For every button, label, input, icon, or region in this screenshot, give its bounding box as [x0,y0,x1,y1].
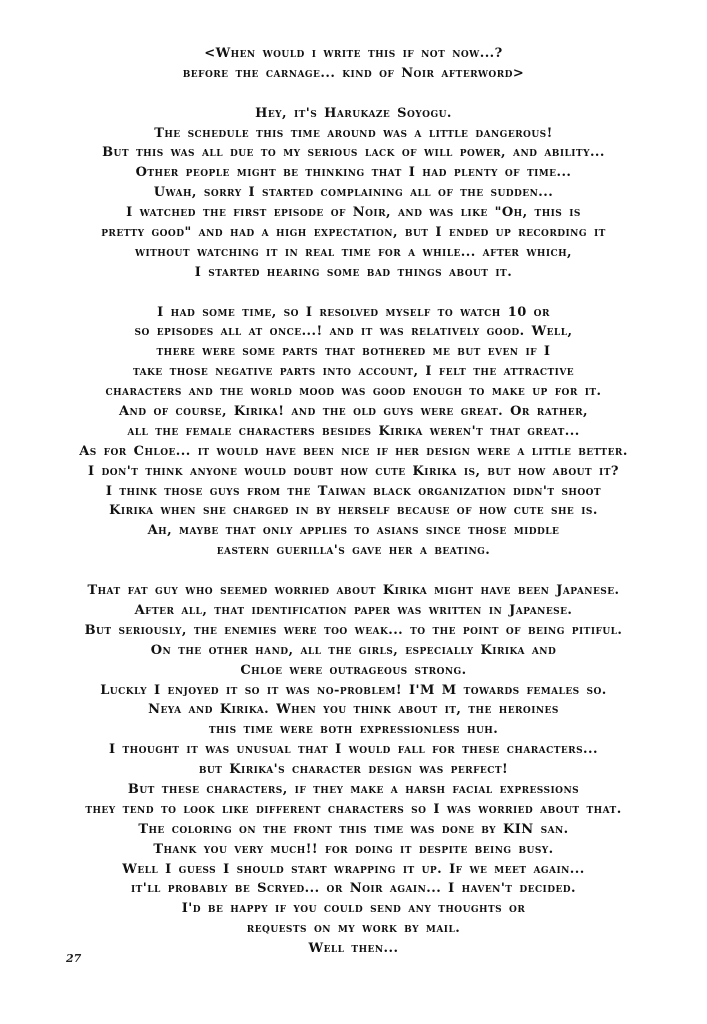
text-line: Kirika when she charged in by herself because of how cute she is. [109,503,598,519]
text-line: But these characters, if they make a harsh facial expressions [127,781,580,797]
text-line: And of course, Kirika! and the old guys were great. Or rather, [119,404,588,420]
text-line: Other people might be thinking that I had plenty of time... [135,165,572,181]
header-line: <When would i write this if not now...? [204,46,503,61]
text-line: After all, that identification paper was written in Japanese. [134,602,573,618]
paragraph-gap [20,84,687,104]
page-number: 27 [66,952,82,965]
text-line: eastern guerilla's gave her a beating. [216,543,491,559]
text-line: Ah, maybe that only applies to asians since those middle [147,523,560,539]
text-line: I don't think anyone would doubt how cute Kirika is, but how about it? [88,463,619,479]
text-line: take those negative parts into account, I felt the attractive [132,364,575,380]
text-line: so episodes all at once...! and it was relatively good. Well, [134,324,573,340]
text-line: Well then... [308,941,399,957]
text-line: I watched the first episode of Noir, and was like "Oh, this is [126,205,581,221]
text-line: characters and the world mood was good enough to make up for it. [105,384,602,400]
text-line: it'll probably be Scryed... or Noir again... I haven't decided. [130,881,577,897]
text-line: requests on my work by mail. [246,921,461,937]
text-line: The coloring on the front this time was done by KIN san. [138,821,569,837]
text-line: As for Chloe... it would have been nice if her design were a little better. [79,443,628,459]
text-line: Well I guess I should start wrapping it up. If we meet again... [122,861,585,877]
text-line: Neya and Kirika. When you think about it, the heroines [148,702,559,718]
paragraph-gap [20,561,687,581]
text-line: this time were both expressionless huh. [208,722,499,738]
text-line: The schedule this time around was a little dangerous! [154,125,553,141]
text-line: I think those guys from the Taiwan black organization didn't shoot [105,483,602,499]
text-line: Uwah, sorry I started complaining all of the sudden... [153,185,554,201]
text-line: Chloe were outrageous strong. [240,662,467,678]
text-line: Luckly I enjoyed it so it was no-problem! I'M M towards females so. [100,682,607,698]
header-line: before the carnage... kind of Noir afterword> [182,65,525,81]
text-line: That fat guy who seemed worried about Kirika might have been Japanese. [87,583,620,599]
text-line: But seriously, the enemies were too weak... to the point of being pitiful. [84,622,623,638]
text-line: Hey, it's Harukaze Soyogu. [255,105,452,121]
paragraph-gap [20,283,687,303]
text-line: I thought it was unusual that I would fall for these characters... [109,742,598,758]
text-line: But this was all due to my serious lack of will power, and ability... [102,145,605,161]
text-line: Thank you very much!! for doing it despite being busy. [153,841,554,857]
text-line: but Kirika's character design was perfect! [198,762,509,778]
text-line: I had some time, so I resolved myself to watch 10 or [157,304,550,320]
text-line: they tend to look like different characters so I was worried about that. [85,801,622,817]
text-line: without watching it in real time for a while... after which, [134,244,573,260]
text-line: On the other hand, all the girls, especially Kirika and [150,642,557,658]
text-line: all the female characters besides Kirika weren't that great... [127,423,580,439]
afterword-text [20,44,687,959]
text-line: I'd be happy if you could send any thoughts or [181,901,526,917]
text-line: pretty good" and had a high expectation, but I ended up recording it [101,225,606,241]
text-line: there were some parts that bothered me but even if I [156,344,551,360]
text-line: I started hearing some bad things about it. [194,264,513,280]
